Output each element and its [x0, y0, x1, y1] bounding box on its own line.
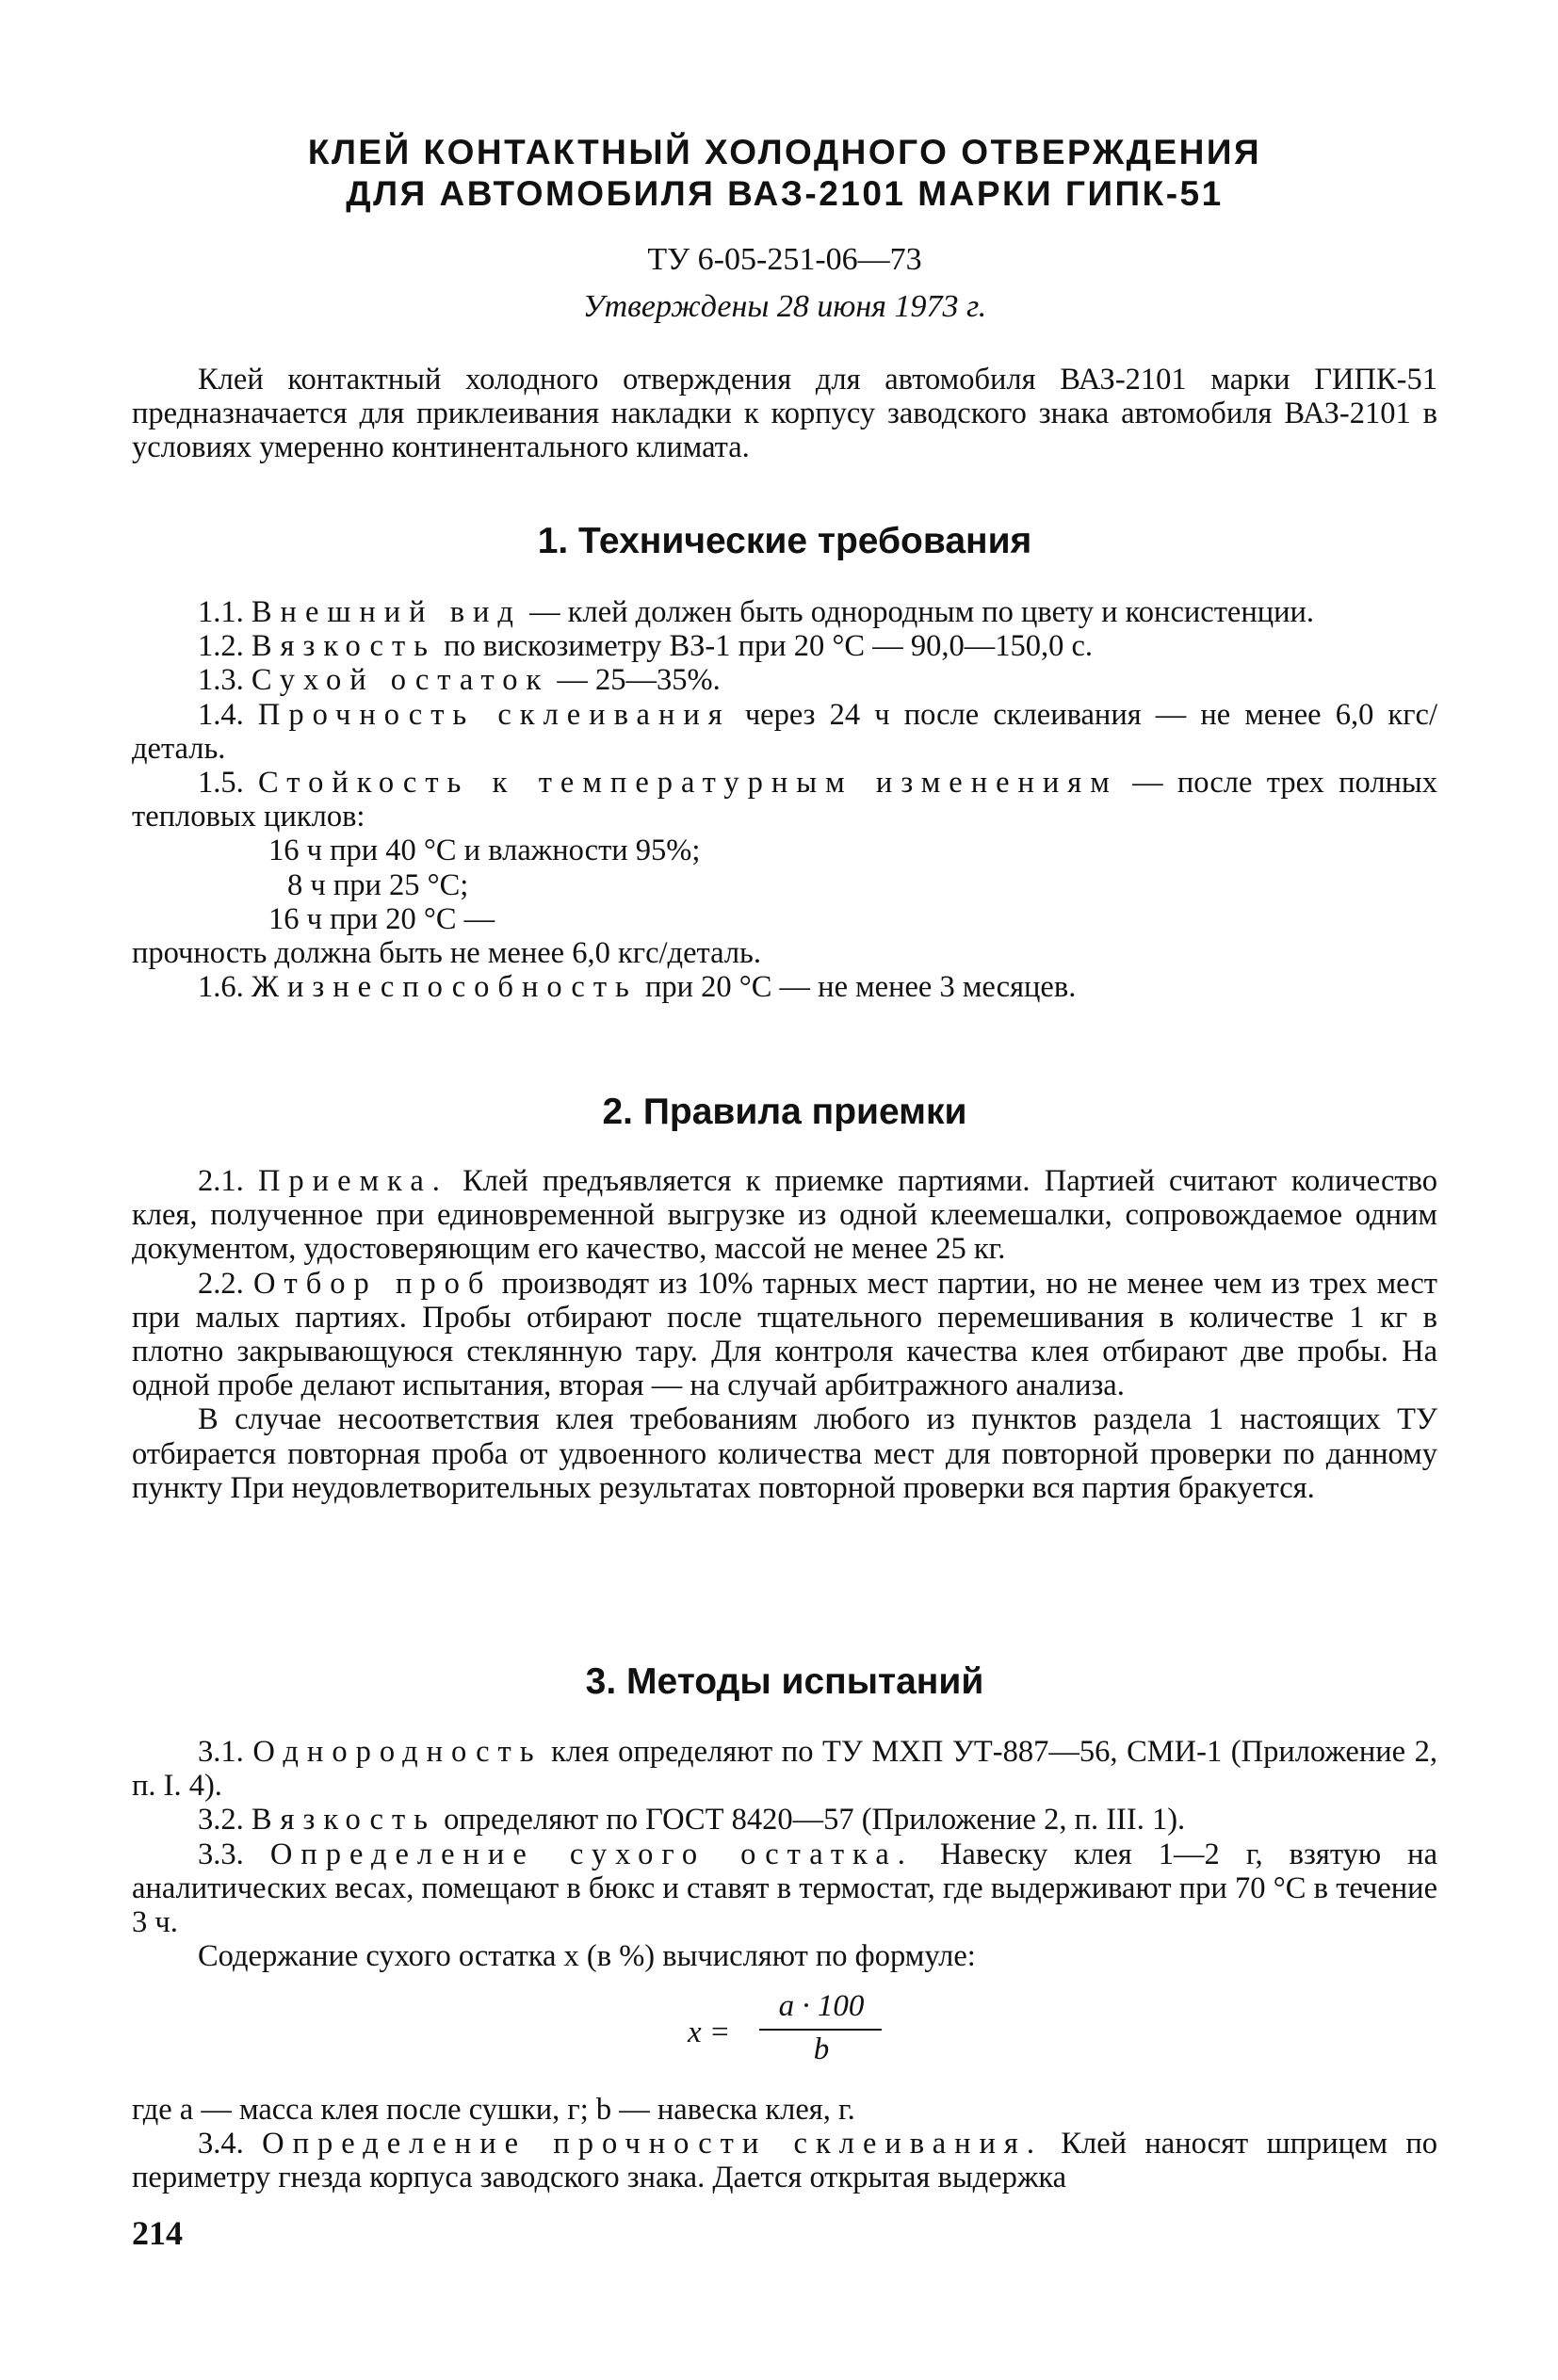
clause-3-2 — [132, 1803, 1437, 1837]
clause-term: Вязкость — [251, 1803, 436, 1838]
clause-1-6 — [132, 970, 1437, 1004]
section-3-body-continued — [132, 2093, 1437, 2195]
clause-number: 1.6. — [198, 970, 244, 1005]
clause-2-1 — [132, 1164, 1437, 1267]
section-3-heading: 3. Методы испытаний — [585, 1661, 984, 1702]
clause-2-2 — [132, 1267, 1437, 1403]
clause-text: клея определяют по ТУ МХП УТ-887—56, СМИ-1 (Приложение 2, п. I. 4). — [132, 1735, 1438, 1804]
clause-term: Прочность склеивания — [257, 697, 731, 732]
clause-text: Навеску клея 1—2 г, взятую на аналитических весах, помещают в бюкс и ставят в термостат, где выдерживают при 70 °С в течение 3 ч. — [132, 1837, 1438, 1940]
clause-text: при 20 °С — не менее 3 месяцев. — [637, 970, 1077, 1005]
clause-text: Клей наносят шприцем по периметру гнезда корпуса заводского знака. Дается открытая выдержка — [132, 2127, 1438, 2195]
clause-number: 2.2. — [198, 1266, 244, 1301]
clause-term: Отбор проб — [253, 1266, 493, 1301]
dry-residue-formula — [688, 1989, 923, 2074]
clause-text: через 24 ч после склеивания — не менее 6,0 кгс/деталь. — [132, 697, 1438, 766]
intro-paragraph: Клей контактный холодного отверждения для автомобиля ВАЗ-2101 марки ГИПК-51 предназначается для приклеивания накладки к корпусу заводского знака автомобиля ВАЗ-2101 в условиях умеренно континентального климата. — [132, 363, 1437, 465]
clause-number: 3.1. — [198, 1735, 244, 1769]
cycle-line-2: 8 ч при 25 °С; — [287, 867, 469, 902]
clause-1-1 — [132, 595, 1437, 629]
page-number: 214 — [132, 2214, 183, 2252]
fraction-bar — [759, 2029, 882, 2031]
clause-text: Клей предъявляется к приемке партиями. Партией считают количество клея, полученное при единовременной выгрузке из одной клеемешалки, сопровождаемое одним документом, удостоверяющим его качество, массой не менее 25 кг. — [132, 1164, 1437, 1267]
section-2-heading: 2. Правила приемки — [602, 1092, 967, 1132]
clause-3-1 — [132, 1735, 1437, 1803]
clause-term: Жизнеспособность — [251, 970, 638, 1005]
formula-legend: где a — масса клея после сушки, г; b — навеска клея, г. — [132, 2093, 855, 2127]
clause-term: Определение прочности склеивания. — [262, 2127, 1044, 2161]
clause-number: 1.5. — [198, 766, 244, 801]
clause-number: 1.1. — [198, 595, 244, 629]
clause-1-5-tail: прочность должна быть не менее 6,0 кгс/деталь. — [132, 936, 761, 971]
clause-term: Вязкость — [251, 629, 436, 664]
cycle-line-3: 16 ч при 20 °С — — [268, 901, 495, 936]
clause-2-3: В случае несоответствия клея требованиям любого из пунктов раздела 1 настоящих ТУ отбирается повторная проба от удвоенного количества мест для повторной проверки по данному пункту При неудовлетворительных результатах повторной проверки вся партия бракуется. — [132, 1402, 1437, 1505]
formula-numerator: a · 100 — [778, 1989, 865, 2023]
document-title — [132, 132, 1437, 215]
clause-3-4 — [132, 2127, 1437, 2194]
section-1-body — [132, 595, 1437, 1004]
clause-number: 1.3. — [198, 663, 244, 698]
clause-number: 3.2. — [198, 1803, 244, 1838]
clause-1-2 — [132, 629, 1437, 663]
clause-text: определяют по ГОСТ 8420—57 (Приложение 2, п. III. 1). — [436, 1803, 1186, 1838]
clause-3-3 — [132, 1838, 1437, 1940]
section-3-body — [132, 1735, 1437, 1973]
formula-intro: Содержание сухого остатка x (в %) вычисляют по формуле: — [198, 1939, 976, 1974]
intro-block — [132, 363, 1437, 465]
clause-term: Определение сухого остатка. — [269, 1837, 914, 1871]
clause-term: Стойкость к температурным изменениям — [258, 766, 1118, 801]
clause-text: — клей должен быть однородным по цвету и консистенции. — [521, 595, 1315, 629]
clause-term: Внешний вид — [251, 595, 522, 629]
clause-number: 2.1. — [198, 1164, 244, 1198]
clause-term: Однородность — [252, 1735, 543, 1769]
clause-text: — 25—35%. — [549, 663, 721, 698]
clause-text: по вискозиметру ВЗ-1 при 20 °С — 90,0—150,0 с. — [436, 629, 1094, 664]
clause-number: 3.4. — [198, 2127, 244, 2161]
tu-number: ТУ 6-05-251-06—73 — [647, 242, 922, 277]
clause-text: производят из 10% тарных мест партии, но не менее чем из трех мест при малых партиях. Пробы отбирают после тщательного перемешивания в количестве 1 кг в плотно закрывающуюся стеклянную тару. Для контроля качества клея отбирают две пробы. На одной пробе делают испытания, вторая — на случай арбитражного анализа. — [132, 1266, 1438, 1403]
clause-number: 1.4. — [198, 697, 244, 732]
clause-1-4 — [132, 698, 1437, 766]
clause-1-5 — [132, 766, 1437, 834]
approval-date: Утверждены 28 июня 1973 г. — [582, 289, 987, 324]
clause-text: — после трех полных тепловых циклов: — [132, 766, 1438, 834]
clause-term: Сухой остаток — [251, 663, 550, 698]
clause-number: 3.3. — [198, 1837, 244, 1871]
formula-lhs: x = — [688, 2016, 731, 2049]
cycle-line-1: 16 ч при 40 °С и влажности 95%; — [268, 834, 701, 868]
formula-denominator: b — [813, 2032, 830, 2066]
title-line-1: КЛЕЙ КОНТАКТНЫЙ ХОЛОДНОГО ОТВЕРЖДЕНИЯ — [307, 133, 1262, 171]
section-2-body — [132, 1164, 1437, 1505]
section-1-heading: 1. Технические требования — [537, 521, 1032, 561]
clause-1-3 — [132, 663, 1437, 697]
clause-term: Приемка. — [257, 1164, 448, 1198]
title-line-2: ДЛЯ АВТОМОБИЛЯ ВАЗ-2101 МАРКИ ГИПК-51 — [346, 174, 1224, 213]
clause-number: 1.2. — [198, 629, 244, 664]
